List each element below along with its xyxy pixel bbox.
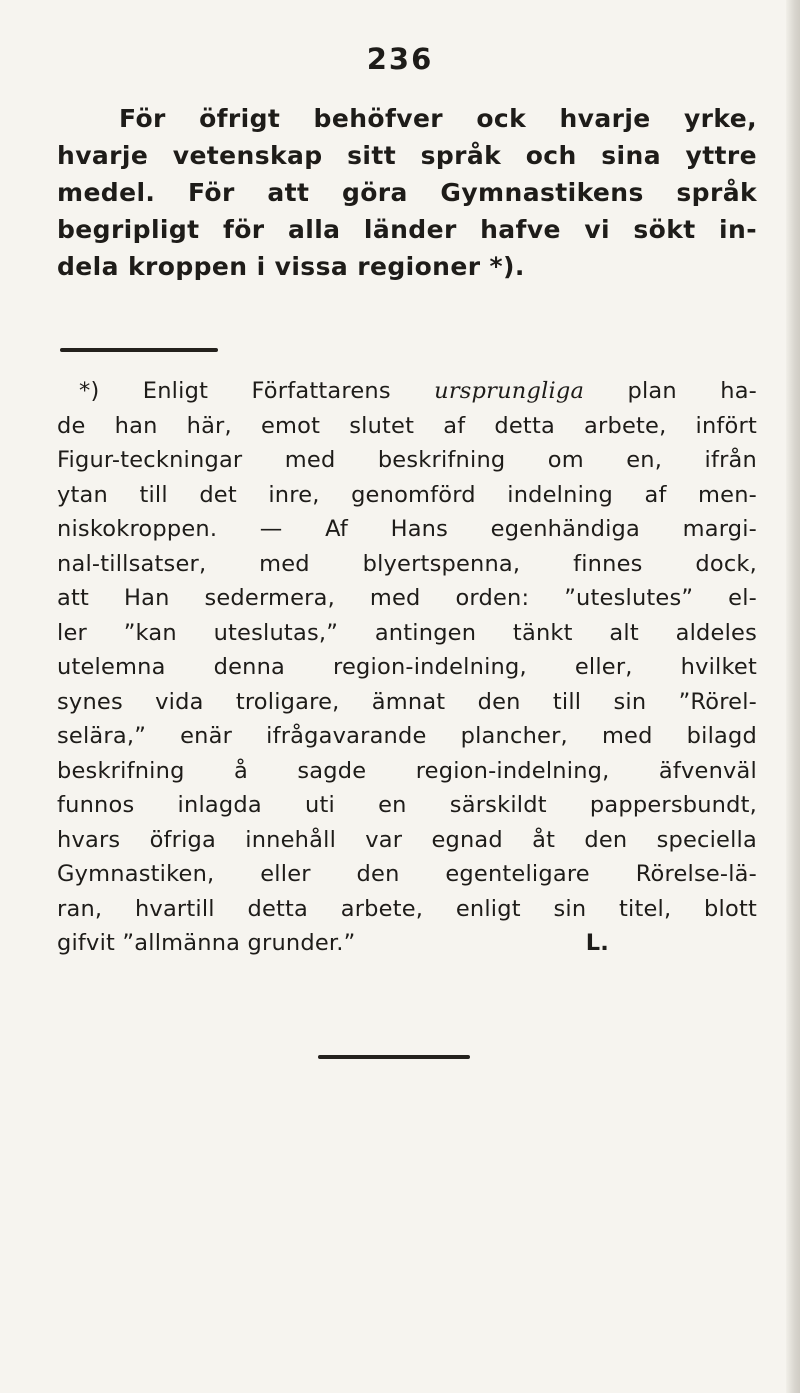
footnote-line: ytan till det inre, genomförd indelning af men- <box>57 481 757 508</box>
footnote-first-line-rest: plan ha- <box>584 378 758 404</box>
footnote <box>57 374 757 961</box>
main-line: dela kroppen i vissa regioner *). <box>57 252 525 281</box>
footnote-line: att Han sedermera, med orden: ”uteslutes” el- <box>57 585 757 611</box>
footnote-line: Gymnastiken, eller den egenteligare Rörelse-lä- <box>57 861 757 887</box>
footnote-line: ran, hvartill detta arbete, enligt sin titel, blott <box>57 895 757 922</box>
footnote-first-line <box>57 374 757 409</box>
footnote-closing-text: gifvit ”allmänna grunder.” <box>57 930 356 956</box>
main-line: begripligt för alla länder hafve vi sökt in- <box>57 215 757 244</box>
footnote-line: de han här, emot slutet af detta arbete, infört <box>57 412 757 439</box>
page-number: 236 <box>366 42 434 76</box>
footnote-line: ler ”kan uteslutas,” antingen tänkt alt aldeles <box>57 619 757 646</box>
footnote-line: Figur-teckningar med beskrifning om en, ifrån <box>57 447 757 473</box>
footnote-line: selära,” enär ifrågavarande plancher, med bilagd <box>57 723 757 749</box>
footnote-separator-rule <box>60 348 218 352</box>
footnote-line: hvars öfriga innehåll var egnad åt den speciella <box>57 826 757 853</box>
footnote-line: nal-tillsatser, med blyertspenna, finnes dock, <box>57 550 757 577</box>
footnote-marker-text: *) Enligt Författarens <box>79 378 435 404</box>
footnote-line: beskrifning å sagde region-indelning, äfvenväl <box>57 757 757 784</box>
main-paragraph <box>57 100 757 285</box>
footnote-line: utelemna denna region-indelning, eller, hvilket <box>57 654 757 680</box>
end-rule <box>318 1055 470 1059</box>
main-line: För öfrigt behöfver ock hvarje yrke, <box>119 104 757 133</box>
footnote-emphasis: ursprungliga <box>434 378 585 404</box>
footnote-line: synes vida troligare, ämnat den till sin ”Rörel- <box>57 688 757 715</box>
main-line: medel. För att göra Gymnastikens språk <box>57 178 757 207</box>
main-line: hvarje vetenskap sitt språk och sina yttre <box>57 141 757 170</box>
footnote-line: funnos inlagda uti en särskildt pappersbundt, <box>57 792 757 818</box>
footnote-last-line <box>57 926 757 961</box>
footnote-line: niskokroppen. — Af Hans egenhändiga margi- <box>57 516 757 542</box>
page-edge <box>786 0 800 1393</box>
author-signature: L. <box>585 930 609 956</box>
